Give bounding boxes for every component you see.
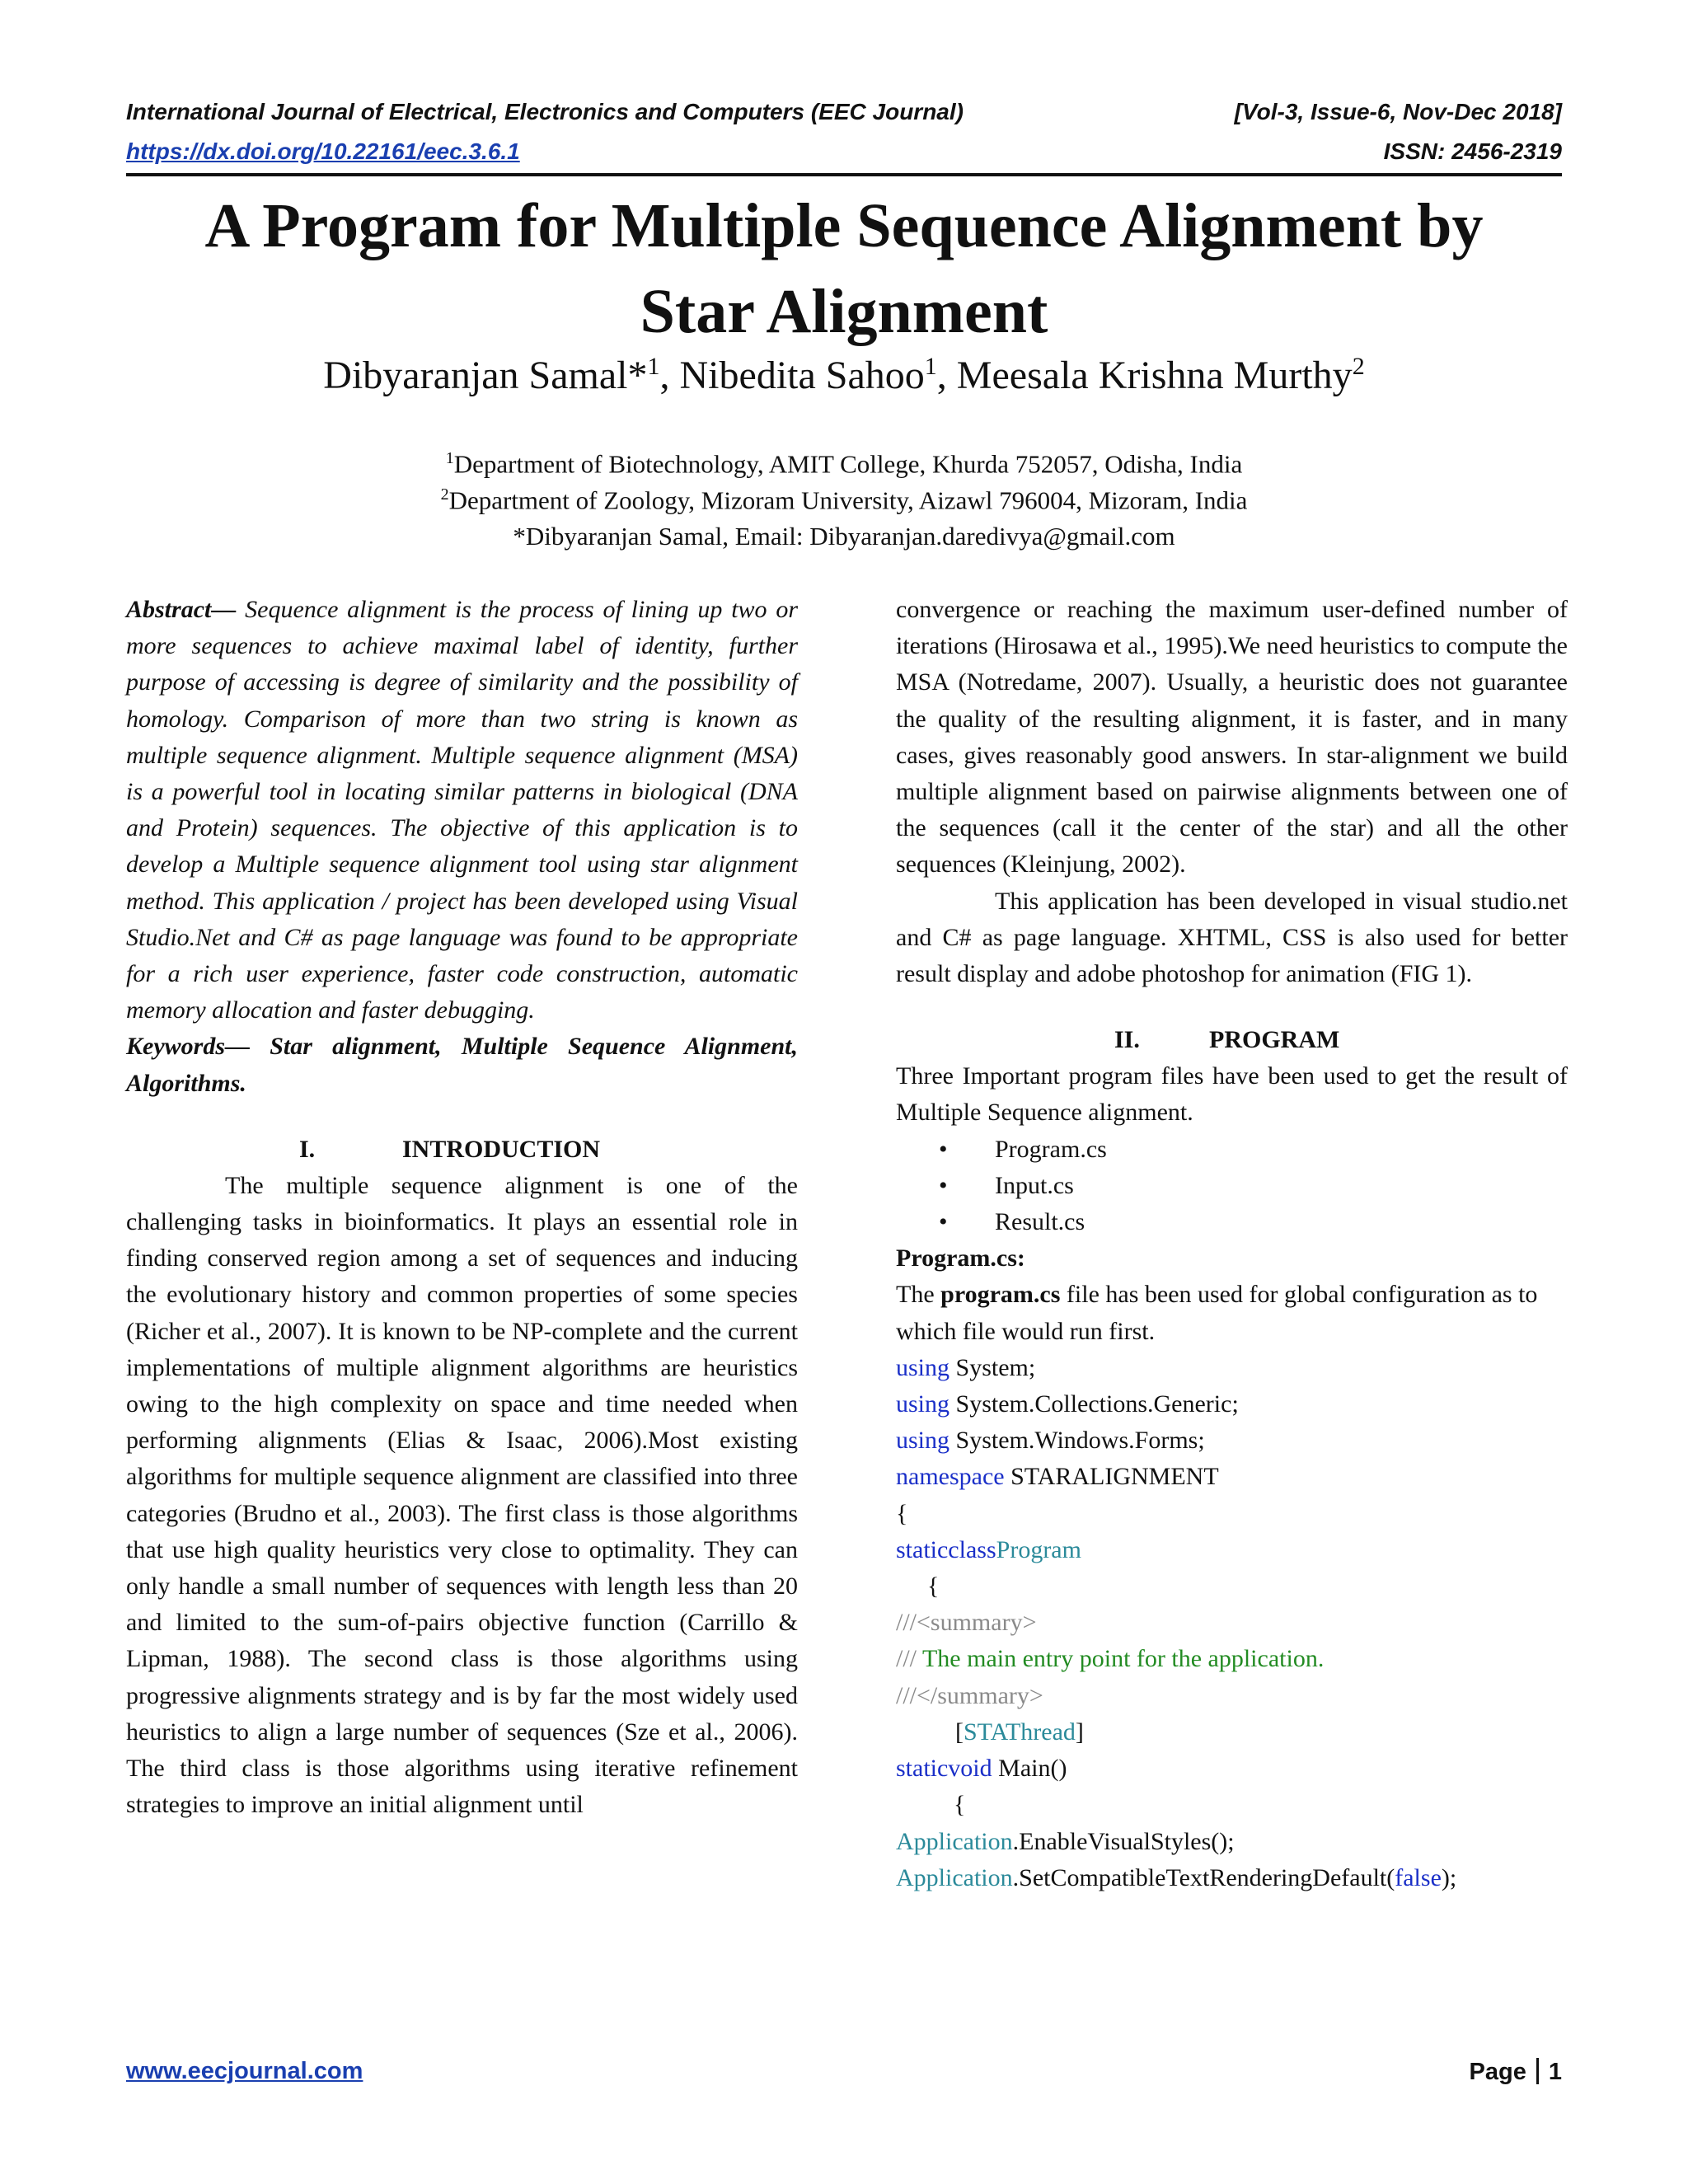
page-separator — [1536, 2058, 1539, 2084]
keyword-using: using — [896, 1353, 950, 1381]
code-line — [896, 1714, 1568, 1750]
code-text: System.Windows.Forms; — [950, 1427, 1205, 1455]
keyword-static-class: staticclass — [896, 1535, 996, 1563]
right-column — [896, 592, 1568, 1896]
bullet-icon: • — [939, 1208, 948, 1236]
affiliation-1-mark: 1 — [445, 449, 454, 467]
affiliation-1 — [0, 449, 1688, 479]
list-item — [896, 1132, 1568, 1168]
code-line — [896, 1860, 1568, 1896]
application-paragraph: This application has been developed in visual studio.net and C# as page language. XHTML, CSS is also used for better result display and adobe photoshop for animation (FIG 1). — [896, 887, 1568, 988]
issn: ISSN: 2456-2319 — [1383, 138, 1562, 164]
section-name: PROGRAM — [1209, 1026, 1340, 1054]
code-text: STARALIGNMENT — [1004, 1463, 1219, 1491]
code-line: { — [896, 1499, 908, 1527]
header-rule — [126, 173, 1562, 176]
abstract-label: Abstract— — [126, 596, 237, 623]
author-1: Dibyaranjan Samal* — [323, 354, 648, 397]
left-column — [126, 592, 798, 1824]
corresponding-author: *Dibyaranjan Samal, Email: Dibyaranjan.daredivya@gmail.com — [513, 522, 1175, 551]
code-line: { — [927, 1572, 940, 1601]
abstract-text: Sequence alignment is the process of lining up two or more sequences to achieve maximal label of identity, further purpose of accessing is degree of similarity and the possibility of homology. Comparison of more than two string is known as multiple sequence alignment. Multiple sequence alignment (MSA) is a powerful tool in locating similar patterns in biological (DNA and Protein) sequences. The objective of this application is to develop a Multiple sequence alignment tool using star alignment method. This application / project has been developed using Visual Studio.Net and C# as page language was found to be appropriate for a rich user experience, faster code construction, automatic memory allocation and faster debugging. — [126, 596, 798, 1024]
title-line-1: A Program for Multiple Sequence Alignment by — [204, 191, 1484, 260]
journal-name: International Journal of Electrical, Electronics and Computers (EEC Journal) — [126, 99, 964, 124]
section-heading-introduction — [126, 1132, 798, 1168]
author-3: , Meesala Krishna Murthy — [936, 354, 1353, 397]
page-number — [1470, 2058, 1562, 2086]
volume-info: [Vol-3, Issue-6, Nov-Dec 2018] — [1234, 99, 1562, 124]
author-2: , Nibedita Sahoo — [659, 354, 925, 397]
code-listing — [896, 1350, 1568, 1896]
code-text: System; — [950, 1353, 1036, 1381]
desc-post: file has been used for global configuration as to which file would run first. — [896, 1281, 1538, 1345]
code-text: .SetCompatibleTextRenderingDefault( — [1012, 1863, 1395, 1891]
intro-continuation: convergence or reaching the maximum user-defined number of iterations (Hirosawa et al., 1995).We need heuristics to compute the MSA (Notredame, 2007). Usually, a heuristic does not guarantee the quality of the resulting alignment, it is faster, and in many cases, gives reasonably good answers. In star-alignment we build multiple alignment based on pairwise alignments between one of the sequences (call it the center of the star) and all the other sequences (Kleinjung, 2002). — [896, 596, 1568, 879]
code-line — [896, 1459, 1568, 1495]
keywords — [126, 1029, 798, 1101]
code-text: Main() — [992, 1755, 1067, 1783]
bullet-icon: • — [939, 1171, 948, 1199]
file-name: Result.cs — [995, 1208, 1085, 1236]
program-cs-heading: Program.cs: — [896, 1244, 1025, 1272]
desc-filename: program.cs — [940, 1281, 1061, 1309]
affiliation-1-text: Department of Biotechnology, AMIT College, Khurda 752057, Odisha, India — [453, 449, 1243, 479]
affiliation-2-text: Department of Zoology, Mizoram University, Aizawl 796004, Mizoram, India — [448, 485, 1248, 515]
code-comment: ///</summary> — [896, 1681, 1043, 1709]
section-number: I. — [299, 1135, 316, 1163]
code-text: ] — [1075, 1718, 1084, 1746]
keywords-text: Star alignment, Multiple Sequence Alignment, Algorithms. — [126, 1033, 798, 1097]
keyword-false: false — [1395, 1863, 1442, 1891]
journal-website-link[interactable]: www.eecjournal.com — [126, 2058, 363, 2084]
keywords-label: Keywords— — [126, 1033, 250, 1061]
code-line — [896, 1750, 1568, 1787]
keyword-static-void: staticvoid — [896, 1755, 992, 1783]
program-file-list — [896, 1132, 1568, 1241]
file-name: Input.cs — [995, 1171, 1074, 1199]
abstract — [126, 592, 798, 1029]
author-3-affil: 2 — [1352, 353, 1365, 380]
desc-pre: The — [896, 1281, 941, 1309]
section-heading-program — [896, 1022, 1568, 1058]
page-label: Page — [1469, 2059, 1526, 2085]
introduction-text: The multiple sequence alignment is one of the challenging tasks in bioinformatics. It plays an essential role in finding conserved region among a set of sequences and inducing the evolutionary history and common properties of some species (Richer et al., 2007). It is known to be NP-complete and the current implementations of multiple alignment algorithms are heuristics owing to the high complexity on space and time needed when performing alignments (Elias & Isaac, 2006).Most existing algorithms for multiple sequence alignment are classified into three categories (Brudno et al., 2003). The first class is those algorithms that use high quality heuristics very close to optimality. They can only handle a small number of sequences with length less than 20 and limited to the sum-of-pairs objective function (Carrillo & Lipman, 1988). The second class is those algorithms using progressive alignments strategy and is by far the most widely used heuristics to align a large number of sequences (Sze et al., 2006). The third class is those algorithms using iterative refinement strategies to improve an initial alignment until — [126, 1171, 798, 1819]
file-name: Program.cs — [995, 1135, 1107, 1163]
author-1-affil: 1 — [647, 353, 660, 380]
list-item — [896, 1168, 1568, 1204]
code-text: System.Collections.Generic; — [950, 1390, 1239, 1418]
code-comment — [896, 1641, 1568, 1677]
doi-link[interactable]: https://dx.doi.org/10.22161/eec.3.6.1 — [126, 138, 520, 164]
code-line — [896, 1532, 1568, 1568]
bullet-icon: • — [939, 1135, 948, 1163]
program-cs-description — [896, 1277, 1568, 1349]
code-line — [896, 1824, 1568, 1860]
code-line — [896, 1350, 1568, 1386]
program-intro: Three Important program files have been used to get the result of Multiple Sequence alignment. — [896, 1062, 1568, 1127]
section-name: INTRODUCTION — [402, 1135, 601, 1163]
code-text: .EnableVisualStyles(); — [1012, 1827, 1235, 1855]
author-list — [0, 353, 1688, 398]
code-line: { — [954, 1791, 966, 1819]
keyword-namespace: namespace — [896, 1463, 1005, 1491]
code-line — [896, 1386, 1568, 1422]
author-2-affil: 1 — [924, 353, 937, 380]
keyword-using: using — [896, 1427, 950, 1455]
section-number: II. — [1114, 1026, 1140, 1054]
code-text: [ — [955, 1718, 964, 1746]
keyword-using: using — [896, 1390, 950, 1418]
attribute-name: STAThread — [964, 1718, 1076, 1746]
comment-slashes: /// — [896, 1645, 922, 1673]
comment-text: The main entry point for the application. — [921, 1645, 1325, 1673]
affiliation-2-mark: 2 — [440, 485, 449, 504]
class-name: Application — [896, 1827, 1013, 1855]
code-text: ); — [1441, 1863, 1457, 1891]
list-item — [896, 1204, 1568, 1240]
class-name: Application — [896, 1863, 1013, 1891]
code-comment: ///<summary> — [896, 1609, 1037, 1637]
title-line-2: Star Alignment — [640, 277, 1048, 346]
class-name: Program — [996, 1535, 1081, 1563]
code-line — [896, 1422, 1568, 1459]
page-number-value: 1 — [1548, 2059, 1562, 2085]
paper-title — [99, 183, 1589, 354]
affiliation-2 — [0, 485, 1688, 515]
